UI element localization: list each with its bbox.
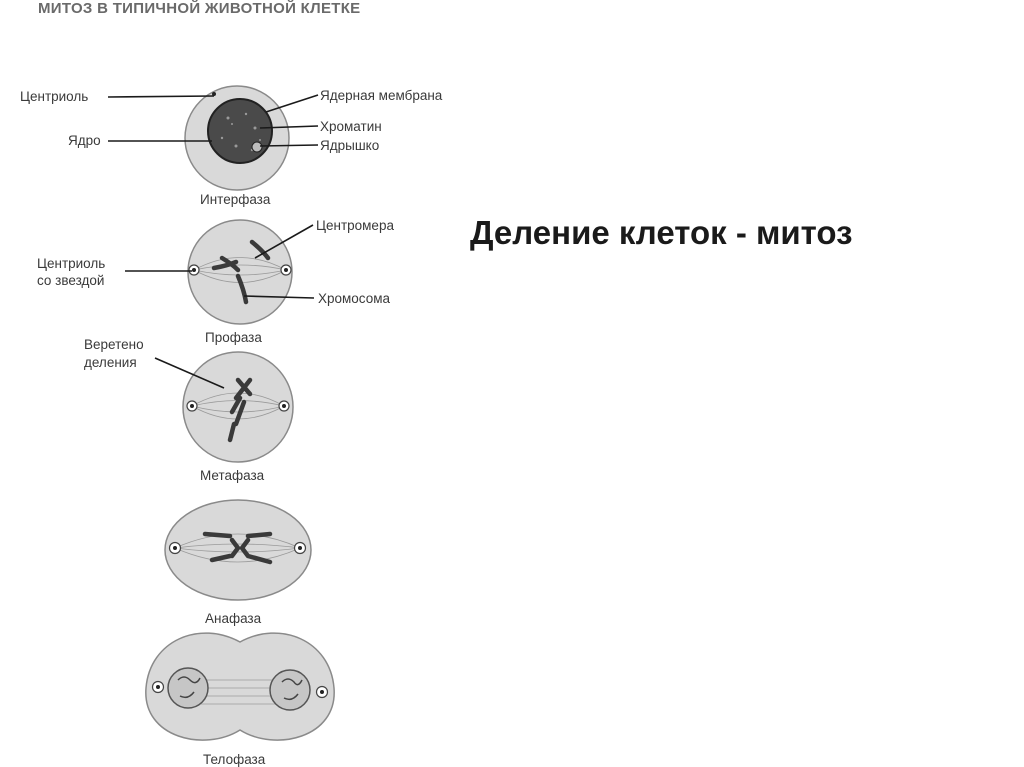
telophase-nucleus-left	[168, 668, 208, 708]
nucleus	[208, 99, 272, 163]
stage-prophase: Профаза	[205, 330, 262, 345]
label-nuclear-membrane: Ядерная мембрана	[320, 88, 443, 103]
telophase-nucleus-right	[270, 670, 310, 710]
metaphase-cell	[183, 352, 293, 462]
label-centriole-star-1: Центриоль	[37, 256, 106, 271]
label-spindle-2: деления	[84, 355, 137, 370]
label-chromatin: Хроматин	[320, 119, 382, 134]
label-spindle-1: Веретено	[84, 337, 144, 352]
interphase-cell	[185, 86, 289, 190]
label-centriole-star-2: со звездой	[37, 273, 105, 288]
diagram-top-title: МИТОЗ В ТИПИЧНОЙ ЖИВОТНОЙ КЛЕТКЕ	[38, 0, 361, 17]
stage-telophase: Телофаза	[203, 752, 266, 767]
slide-title: Деление клеток - митоз	[470, 214, 853, 251]
label-chromosome: Хромосома	[318, 291, 391, 306]
telophase-cell	[146, 633, 334, 740]
prophase-cell	[188, 220, 292, 324]
label-centriole: Центриоль	[20, 89, 89, 104]
nucleolus	[252, 142, 262, 152]
label-centromere: Центромера	[316, 218, 394, 233]
stage-anaphase: Анафаза	[205, 611, 262, 626]
anaphase-cell	[165, 500, 311, 600]
label-nucleolus: Ядрышко	[320, 138, 380, 153]
label-nucleus: Ядро	[68, 133, 101, 148]
stage-interphase: Интерфаза	[200, 192, 271, 207]
stage-metaphase: Метафаза	[200, 468, 265, 483]
